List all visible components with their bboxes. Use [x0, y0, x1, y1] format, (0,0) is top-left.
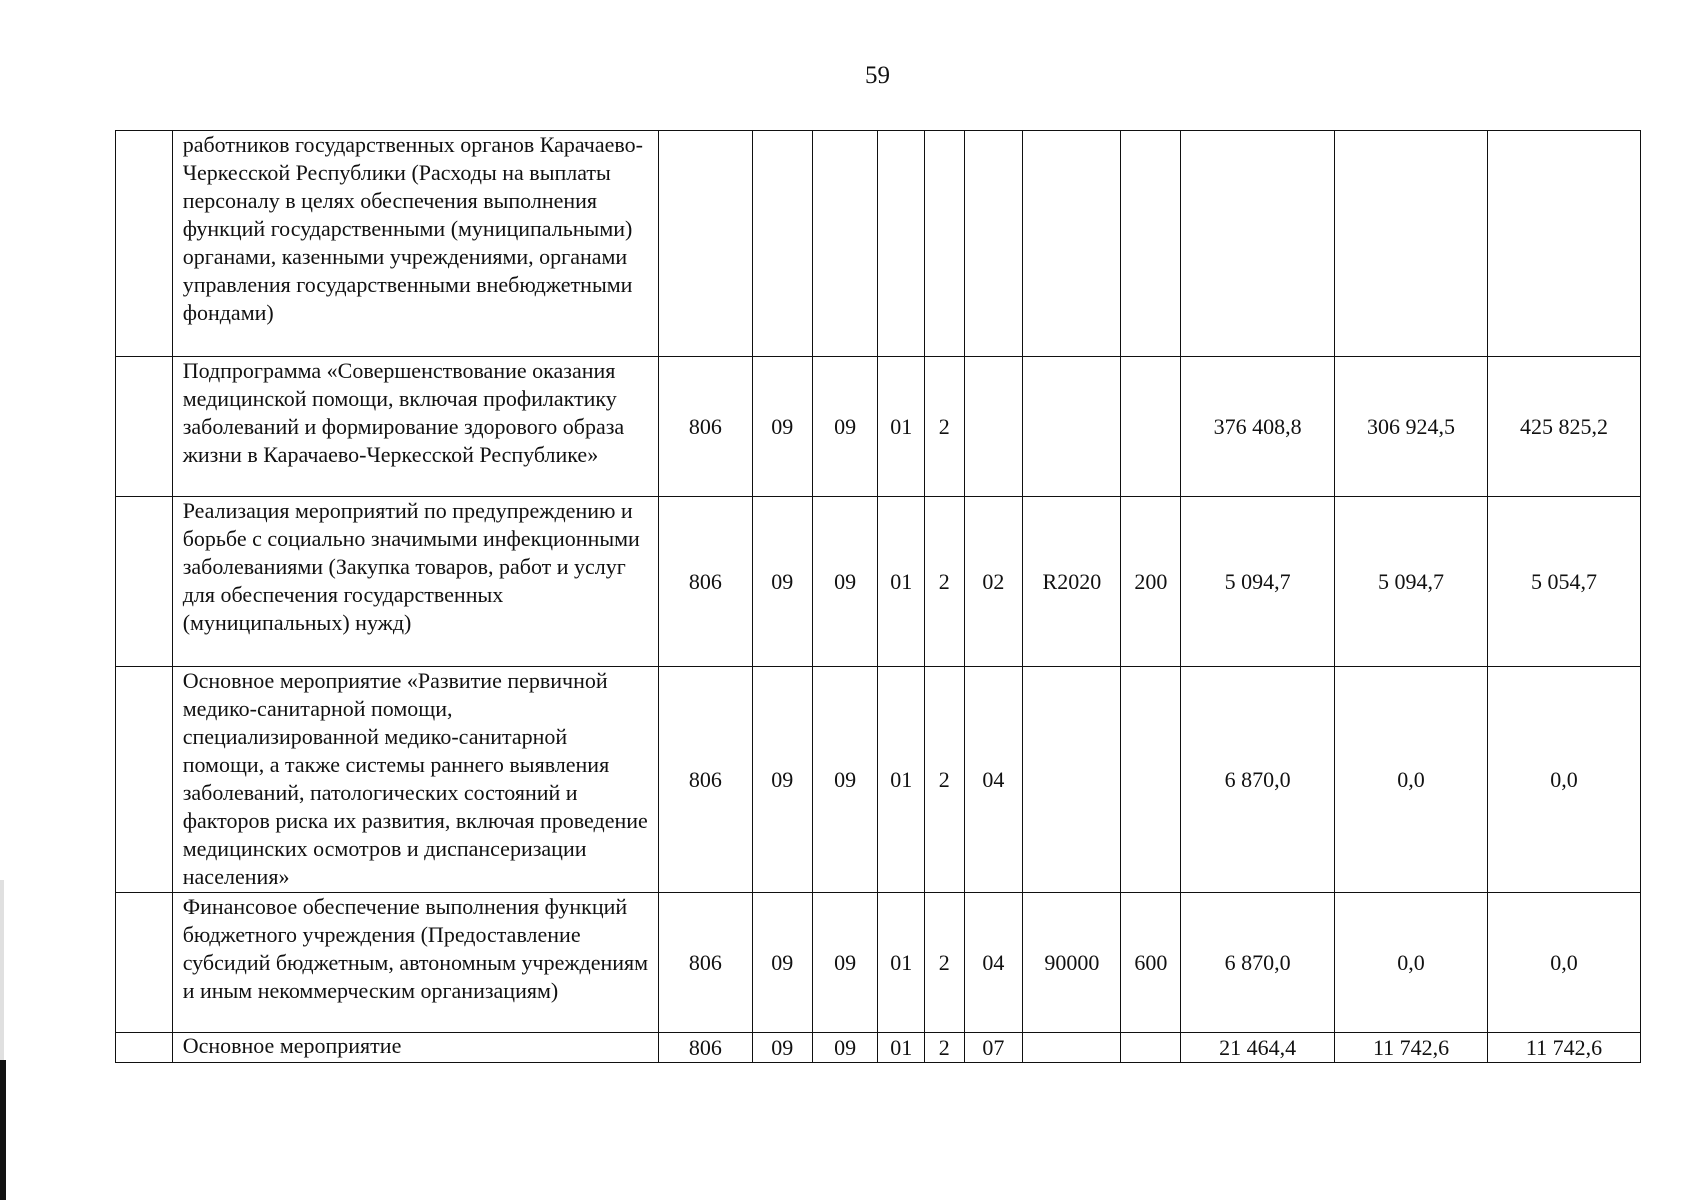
row-number-cell	[116, 131, 173, 357]
section-code-cell: 09	[752, 667, 812, 893]
table-row	[116, 497, 1641, 667]
subprogram-code-cell: 2	[925, 497, 964, 667]
amount-2-cell: 306 924,5	[1335, 357, 1488, 497]
event-code-cell	[964, 131, 1023, 357]
event-code-cell	[964, 357, 1023, 497]
row-number-cell	[116, 1033, 173, 1063]
table-row	[116, 893, 1641, 1033]
admin-code-cell: 806	[658, 1033, 752, 1063]
subprogram-code-cell	[925, 131, 964, 357]
amount-3-cell: 0,0	[1488, 893, 1641, 1033]
section-code-cell: 09	[752, 1033, 812, 1063]
amount-3-cell	[1488, 131, 1641, 357]
description-cell: Основное мероприятие «Развитие первичной медико-санитарной помощи, специализированной медико-санитарной помощи, а также системы раннего выявления заболеваний, патологических состояний и факторов риска их развития, включая проведение медицинских осмотров и диспансеризации населения»	[172, 667, 658, 893]
amount-2-cell: 0,0	[1335, 893, 1488, 1033]
event-code-cell: 04	[964, 667, 1023, 893]
event-code-cell: 02	[964, 497, 1023, 667]
amount-3-cell: 5 054,7	[1488, 497, 1641, 667]
subsection-code-cell	[812, 131, 878, 357]
amount-2-cell: 11 742,6	[1335, 1033, 1488, 1063]
description-cell: Подпрограмма «Совершенствование оказания медицинской помощи, включая профилактику заболеваний и формирование здорового образа жизни в Карачаево-Черкесской Республике»	[172, 357, 658, 497]
scan-edge-bar	[0, 1060, 6, 1200]
table-row	[116, 667, 1641, 893]
admin-code-cell: 806	[658, 357, 752, 497]
program-code-cell: 01	[878, 497, 925, 667]
amount-2-cell	[1335, 131, 1488, 357]
subprogram-code-cell: 2	[925, 1033, 964, 1063]
program-code-cell: 01	[878, 667, 925, 893]
amount-2-cell: 5 094,7	[1335, 497, 1488, 667]
row-number-cell	[116, 497, 173, 667]
event-code-cell: 04	[964, 893, 1023, 1033]
subprogram-code-cell: 2	[925, 667, 964, 893]
admin-code-cell: 806	[658, 667, 752, 893]
amount-1-cell: 376 408,8	[1181, 357, 1335, 497]
description-cell: Основное мероприятие	[172, 1033, 658, 1063]
admin-code-cell: 806	[658, 893, 752, 1033]
page-number: 59	[865, 62, 890, 89]
expense-type-cell: 600	[1121, 893, 1181, 1033]
amount-2-cell: 0,0	[1335, 667, 1488, 893]
subsection-code-cell: 09	[812, 497, 878, 667]
table-row	[116, 357, 1641, 497]
amount-1-cell	[1181, 131, 1335, 357]
section-code-cell: 09	[752, 497, 812, 667]
table-row	[116, 1033, 1641, 1063]
expense-type-cell	[1121, 1033, 1181, 1063]
direction-code-cell: 90000	[1023, 893, 1121, 1033]
direction-code-cell	[1023, 357, 1121, 497]
expense-type-cell: 200	[1121, 497, 1181, 667]
row-number-cell	[116, 893, 173, 1033]
direction-code-cell	[1023, 667, 1121, 893]
program-code-cell	[878, 131, 925, 357]
subsection-code-cell: 09	[812, 893, 878, 1033]
section-code-cell	[752, 131, 812, 357]
amount-3-cell: 11 742,6	[1488, 1033, 1641, 1063]
admin-code-cell: 806	[658, 497, 752, 667]
subsection-code-cell: 09	[812, 667, 878, 893]
subsection-code-cell: 09	[812, 1033, 878, 1063]
description-cell: Реализация мероприятий по предупреждению и борьбе с социально значимыми инфекционными заболеваниями (Закупка товаров, работ и услуг для обеспечения государственных (муниципальных) нужд)	[172, 497, 658, 667]
event-code-cell: 07	[964, 1033, 1023, 1063]
subprogram-code-cell: 2	[925, 357, 964, 497]
admin-code-cell	[658, 131, 752, 357]
subprogram-code-cell: 2	[925, 893, 964, 1033]
description-cell: Финансовое обеспечение выполнения функций бюджетного учреждения (Предоставление субсидий бюджетным, автономным учреждениям и иным некоммерческим организациям)	[172, 893, 658, 1033]
amount-1-cell: 6 870,0	[1181, 667, 1335, 893]
program-code-cell: 01	[878, 893, 925, 1033]
program-code-cell: 01	[878, 357, 925, 497]
description-cell: работников государственных органов Карачаево-Черкесской Республики (Расходы на выплаты персоналу в целях обеспечения выполнения функций государственными (муниципальными) органами, казенными учреждениями, органами управления государственными внебюджетными фондами)	[172, 131, 658, 357]
amount-1-cell: 21 464,4	[1181, 1033, 1335, 1063]
direction-code-cell	[1023, 1033, 1121, 1063]
row-number-cell	[116, 357, 173, 497]
direction-code-cell	[1023, 131, 1121, 357]
program-code-cell: 01	[878, 1033, 925, 1063]
amount-3-cell: 425 825,2	[1488, 357, 1641, 497]
amount-1-cell: 6 870,0	[1181, 893, 1335, 1033]
amount-1-cell: 5 094,7	[1181, 497, 1335, 667]
expense-type-cell	[1121, 357, 1181, 497]
section-code-cell: 09	[752, 893, 812, 1033]
section-code-cell: 09	[752, 357, 812, 497]
direction-code-cell: R2020	[1023, 497, 1121, 667]
amount-3-cell: 0,0	[1488, 667, 1641, 893]
subsection-code-cell: 09	[812, 357, 878, 497]
budget-table	[115, 130, 1641, 1063]
row-number-cell	[116, 667, 173, 893]
table-row	[116, 131, 1641, 357]
expense-type-cell	[1121, 667, 1181, 893]
expense-type-cell	[1121, 131, 1181, 357]
